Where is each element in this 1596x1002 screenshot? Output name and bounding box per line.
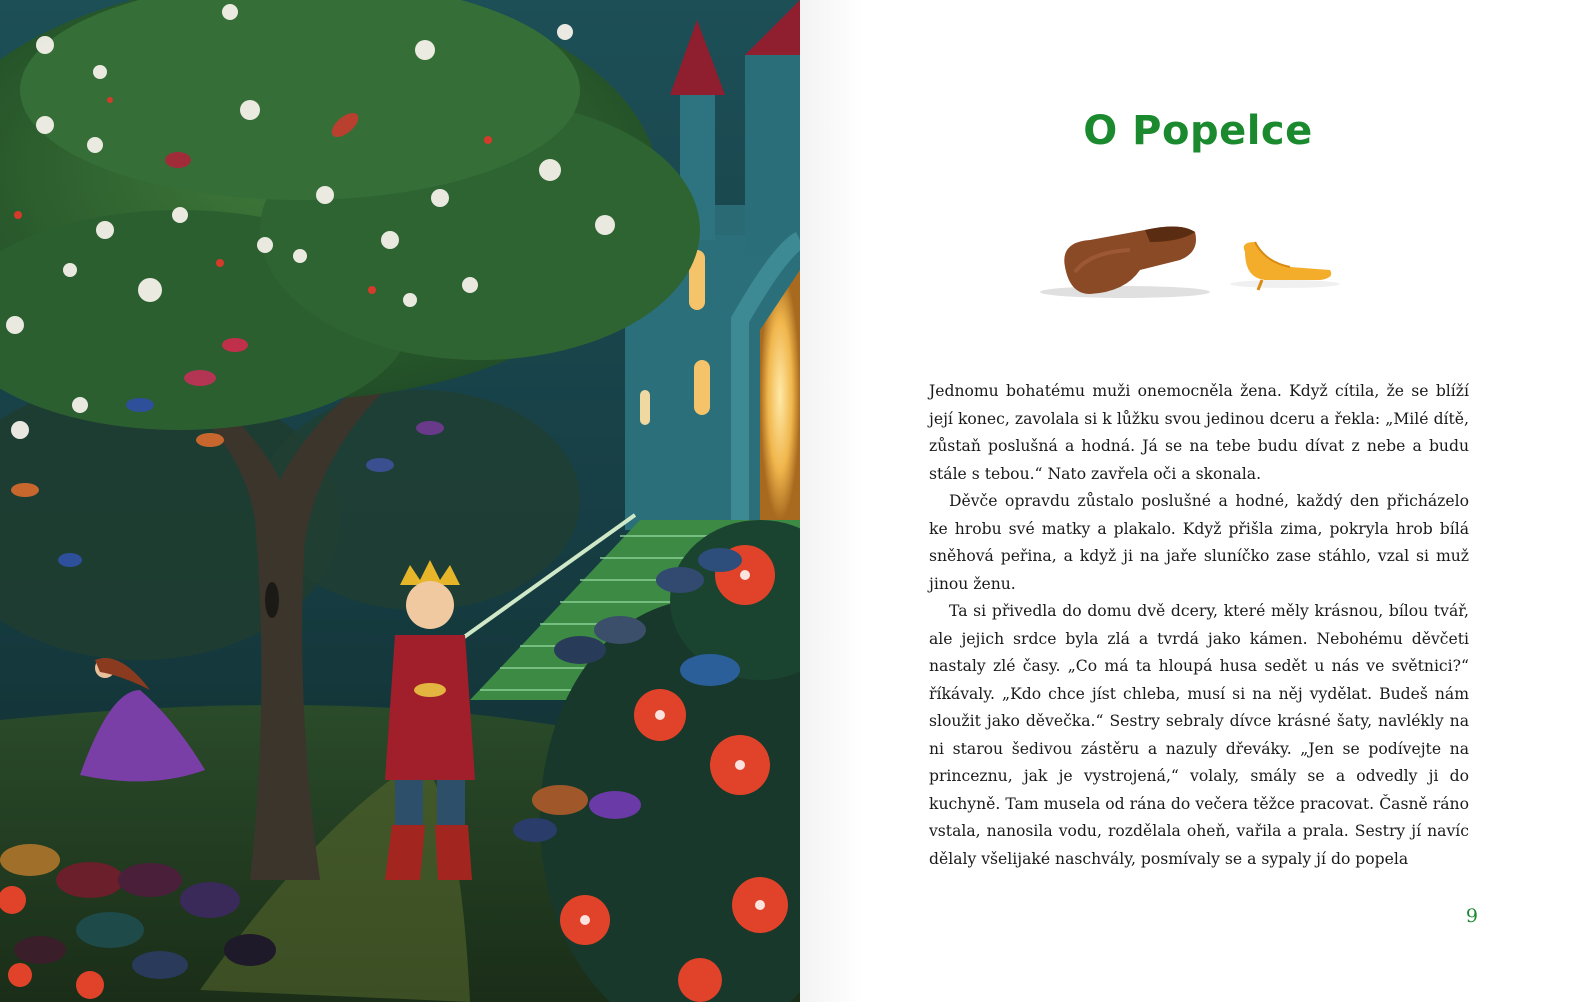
paragraph: Děvče opravdu zůstalo poslušné a hodné, každý den přicházelo ke hrobu své matky a plakalo. Když přišla zima, pokryla hrob bílá sněhová peřina, a když ji na jaře sluníčko zase stáhlo, vzal si muž jinou ženu. [929, 492, 1469, 593]
clog-and-slipper-illustration [1030, 212, 1350, 312]
page-number: 9 [1465, 905, 1478, 927]
text-page [800, 0, 1596, 1002]
wooden-clog-icon [1064, 226, 1196, 294]
paragraph: Jednomu bohatému muži onemocněla žena. Když cítila, že se blíží její konec, zavolala si k lůžku svou jedinou dceru a řekla: „Milé dítě, zůstaň poslušná a hodná. Já se na tebe budu dívat z nebe a budu stále s tebou.“ Nato zavřela oči a skonala. [929, 382, 1469, 483]
paragraph: Ta si přivedla do domu dvě dcery, které měly krásnou, bílou tvář, ale jejich srdce byla zlá a tvrdá jako kámen. Nebohému děvčeti nastaly zlé časy. „Co má ta hloupá husa sedět u nás ve světnici?“ říkávaly. „Kdo chce jíst chleba, musí si na něj vydělat. Budeš nám sloužit jako děvečka.“ Sestry sebraly dívce krásné šaty, navlékly na ni starou šedivou zástěru a nazuly dřeváky. „Jen se podívejte na princeznu, jak je vystrojená,“ volaly, smály se a odvedly ji do kuchyně. Tam musela od rána do večera těžce pracovat. Časně ráno vstala, nanosila vodu, rozdělala oheň, vařila a prala. Sestry jí navíc dělaly všelijaké naschvály, posmívaly se a sypaly jí do popela [929, 602, 1469, 868]
story-text [929, 378, 1469, 873]
story-title: O Popelce [1083, 108, 1313, 154]
